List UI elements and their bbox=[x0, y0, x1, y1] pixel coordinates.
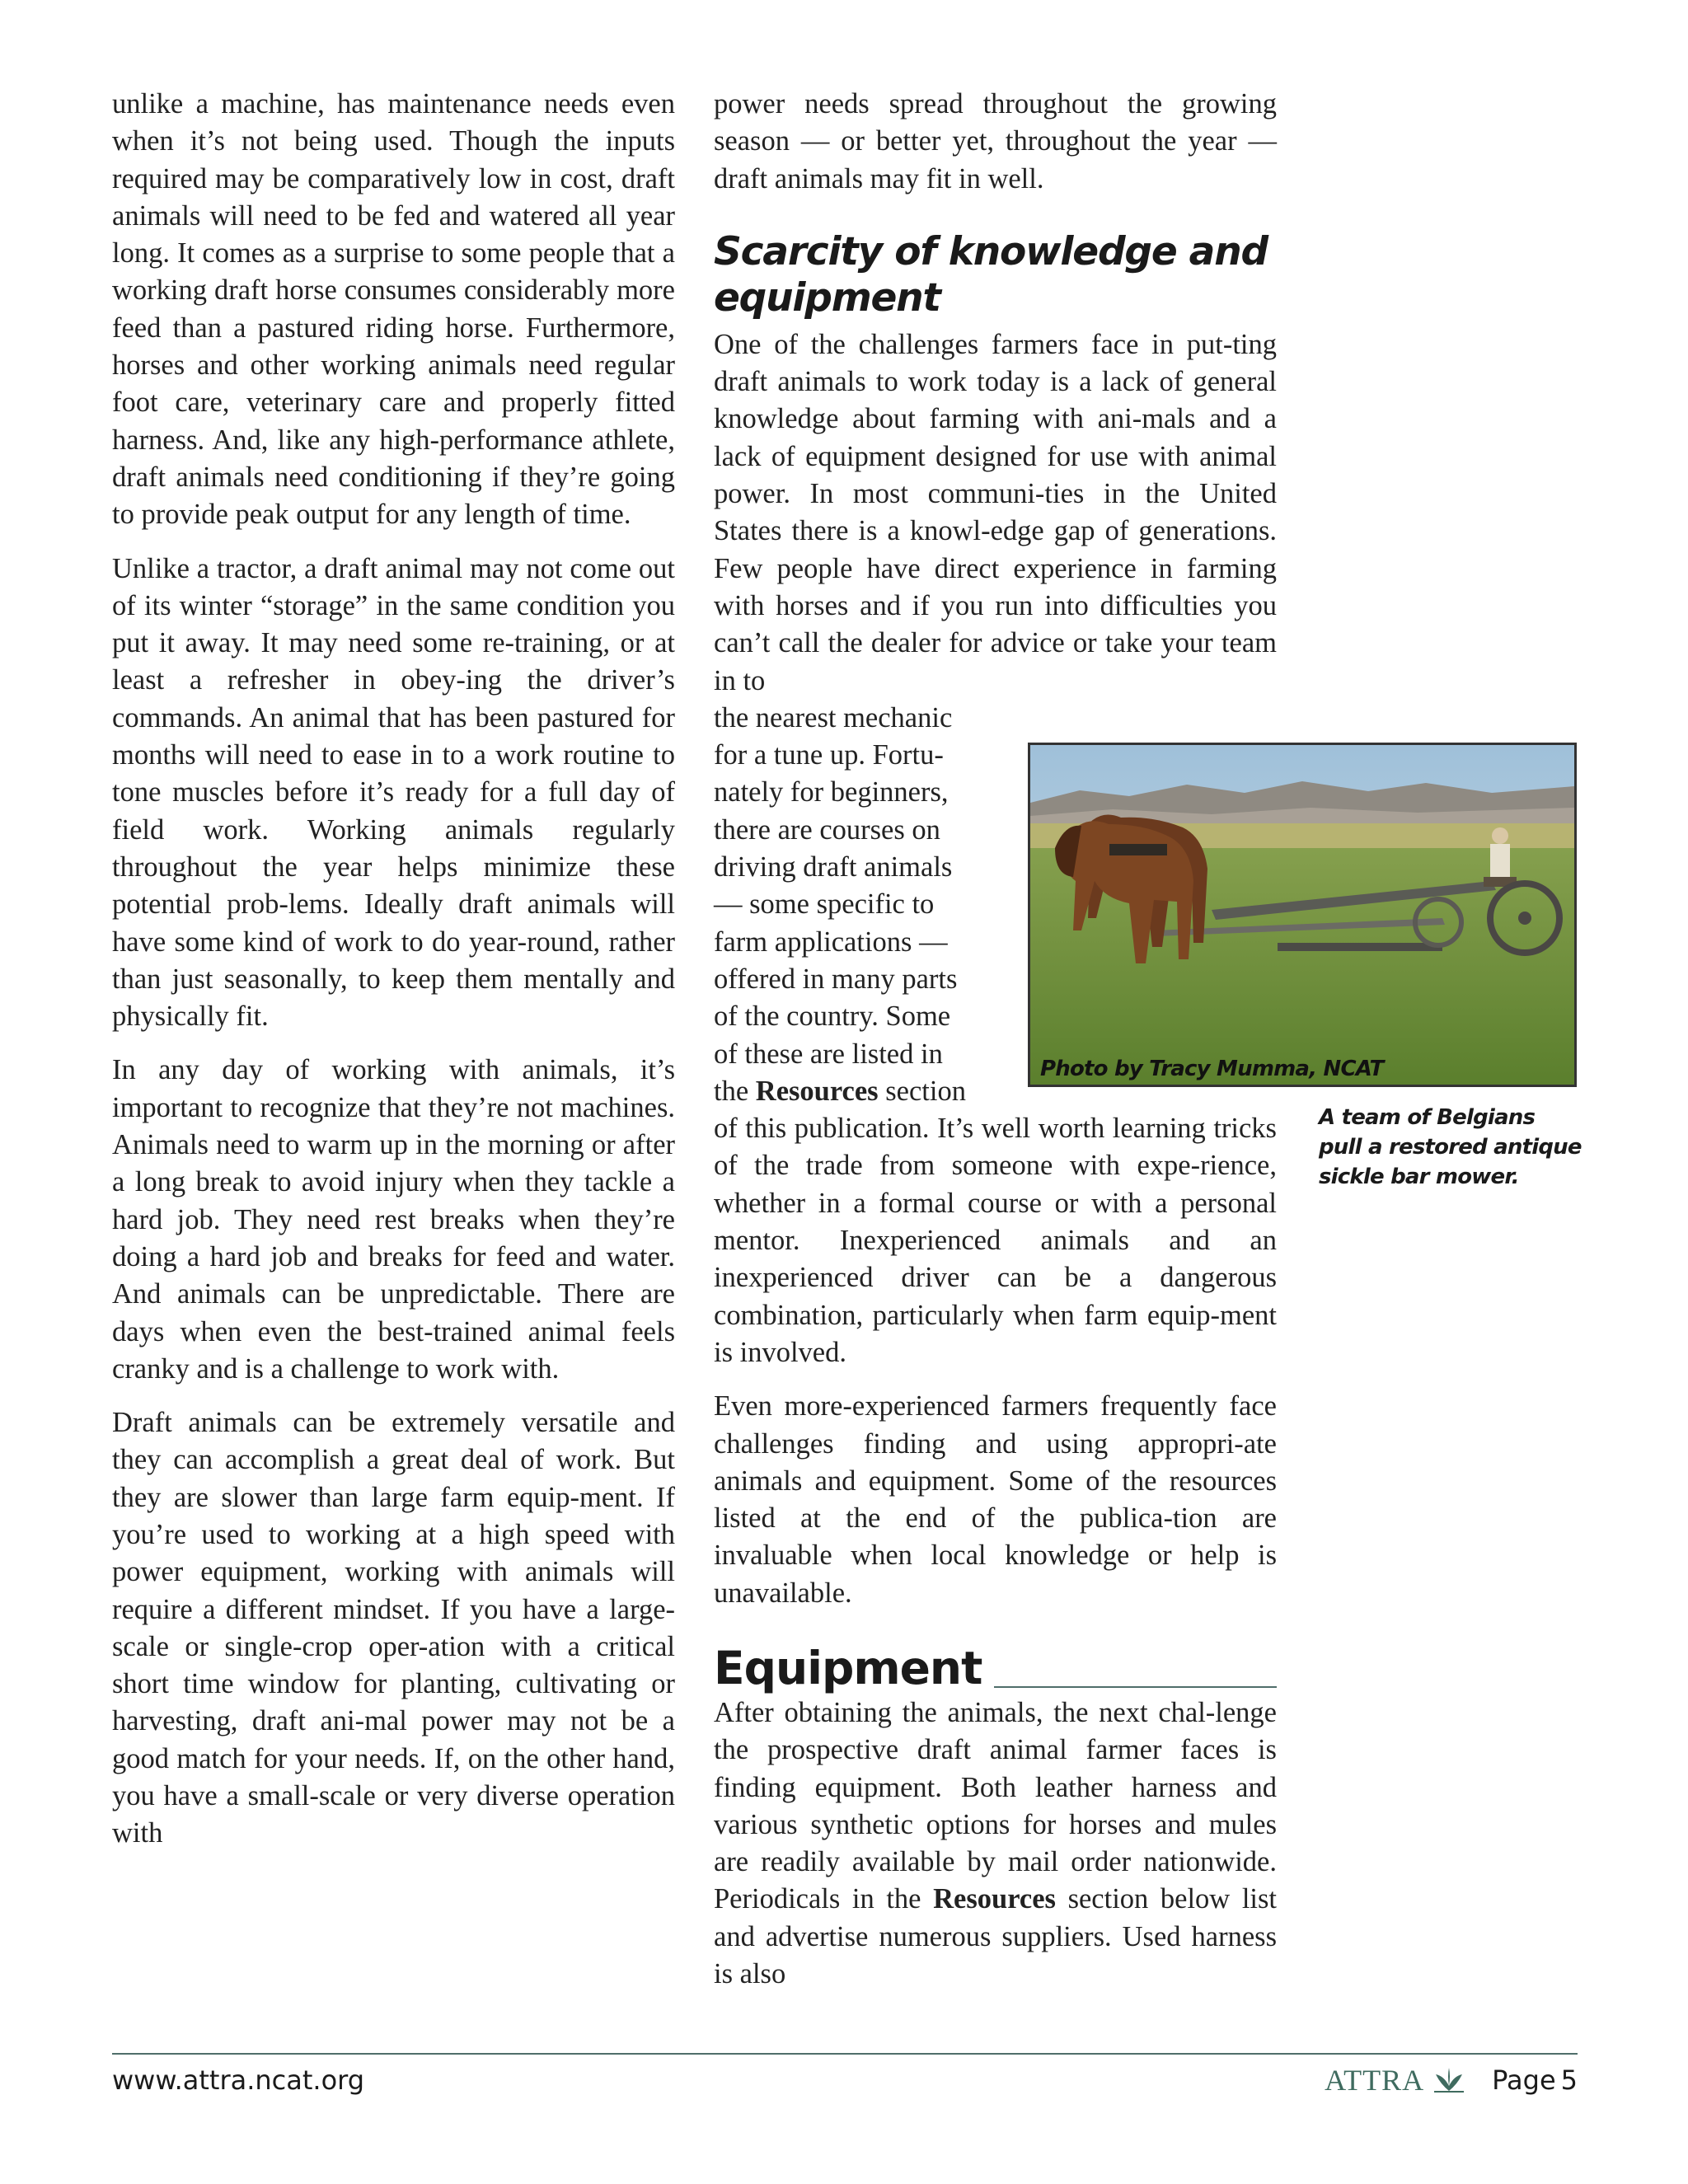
wrap-line: farm applications — bbox=[714, 926, 948, 958]
leaf-logo-icon bbox=[1432, 2066, 1465, 2094]
scarcity-paragraph-bottom: of this publication. It’s well worth learning tricks of the trade from someone with expe-rience, whether in a formal course or with a personal mentor. Inexperienced animals and an inexperienced driver can be a dangerous combination, particularly when farm equip-ment is involved. bbox=[714, 1113, 1277, 1368]
wrap-line: driving draft animals bbox=[714, 851, 953, 883]
wrap-line: of these are listed in bbox=[714, 1038, 943, 1070]
photo-wrap-text bbox=[714, 700, 1010, 1110]
footer-rule bbox=[112, 2053, 1578, 2055]
photo-caption: A team of Belgians pull a restored antique sickle bar mower. bbox=[1319, 1105, 1582, 1189]
photo-credit: Photo by Tracy Mumma, NCAT bbox=[1040, 1057, 1384, 1081]
left-paragraph-1: unlike a machine, has maintenance needs even when it’s not being used. Though the inputs required may be comparatively low in cost, draft animals will need to be fed and watered all year long. It comes as a surprise to some people that a working draft horse consumes considerably more feed than a pastured riding horse. Furthermore, horses and other working animals need regular foot care, veterinary care and properly fitted harness. And, like any high-performance athlete, draft animals need conditioning if they’re going to provide peak output for any length of time. bbox=[112, 88, 675, 531]
left-paragraph-2: Unlike a tractor, a draft animal may not come out of its winter “storage” in the same condition you put it away. It may need some re-training, or at least a refresher in obey-ing the driver’s commands. An animal that has been pastured for months will need to ease in to a work routine to tone muscles before it’s ready for a full day of field work. Working animals regularly throughout the year helps minimize these potential prob-lems. Ideally draft animals will have some kind of work to do year-round, rather than just seasonally, to keep them mentally and physically fit. bbox=[112, 552, 675, 1033]
wrap-line: there are courses on bbox=[714, 813, 940, 846]
scarcity-heading: Scarcity of knowledge and equipment bbox=[714, 228, 1268, 321]
scarcity-paragraph-2: Even more-experienced farmers frequently face challenges finding and using appropri-ate animals and equipment. Some of the resources listed at the end of the publica-tion are invaluable when local knowledge or help is unavailable. bbox=[714, 1390, 1277, 1609]
wrap-line: — some specific to bbox=[714, 888, 935, 921]
wrap-line: offered in many parts bbox=[714, 963, 958, 995]
left-column bbox=[112, 86, 675, 1853]
left-paragraph-3: In any day of working with animals, it’s important to recognize that they’re not machines. Animals need to warm up in the morning or after a long break to avoid injury when they tackle a hard job. They need rest breaks when they’re doing a hard job and breaks for feed and water. And animals can be unpredictable. There are days when even the best-trained animal feels cranky and is a challenge to work with. bbox=[112, 1054, 675, 1385]
resources-reference: Resources bbox=[933, 1883, 1056, 1915]
resources-line: the Resources section bbox=[714, 1075, 966, 1107]
equipment-heading: Equipment bbox=[714, 1642, 1277, 1694]
footer-brand-block bbox=[1325, 2063, 1578, 2097]
wrap-line: for a tune up. Fortu- bbox=[714, 739, 944, 771]
scarcity-paragraph-top: One of the challenges farmers face in put-ting draft animals to work today is a lack of general knowledge about farming with ani-mals and a lack of equipment designed for use with animal power. In most communi-ties in the United States there is a knowl-edge gap of generations. Few people have direct experience in farming with horses and if you run into difficulties you can’t call the dealer for advice or take your team in to bbox=[714, 328, 1277, 696]
right-intro-paragraph: power needs spread throughout the growing season — or better yet, throughout the year — draft animals may fit in well. bbox=[714, 88, 1277, 194]
page-number: Page 5 bbox=[1492, 2064, 1578, 2096]
wrap-line: nately for beginners, bbox=[714, 776, 949, 808]
horse-team-photo bbox=[1028, 743, 1577, 1087]
heading-rule bbox=[994, 1686, 1277, 1688]
wrap-line: the nearest mechanic bbox=[714, 701, 953, 733]
attra-logo-text: ATTRA bbox=[1325, 2064, 1425, 2097]
equipment-paragraph: After obtaining the animals, the next chal-lenge the prospective draft animal farmer faces is finding equipment. Both leather harness and various synthetic options for horses and mules are readily available by mail order nationwide. Periodicals in the Resources section below list and advertise numerous suppliers. Used harness is also bbox=[714, 1696, 1277, 1990]
photo-illustration bbox=[1030, 745, 1574, 1085]
wrap-line: of the country. Some bbox=[714, 1001, 951, 1033]
resources-reference: Resources bbox=[755, 1075, 879, 1107]
footer-url[interactable]: www.attra.ncat.org bbox=[112, 2064, 365, 2096]
left-paragraph-4: Draft animals can be extremely versatile and they can accomplish a great deal of work. But they are slower than large farm equip-ment. If you’re used to working at a high speed with power equipment, working with animals will require a different mindset. If you have a large-scale or single-crop oper-ation with a critical short time window for planting, cultivating or harvesting, draft ani-mal power may not be a good match for your needs. If, on the other hand, you have a small-scale or very diverse operation with bbox=[112, 1407, 675, 1849]
